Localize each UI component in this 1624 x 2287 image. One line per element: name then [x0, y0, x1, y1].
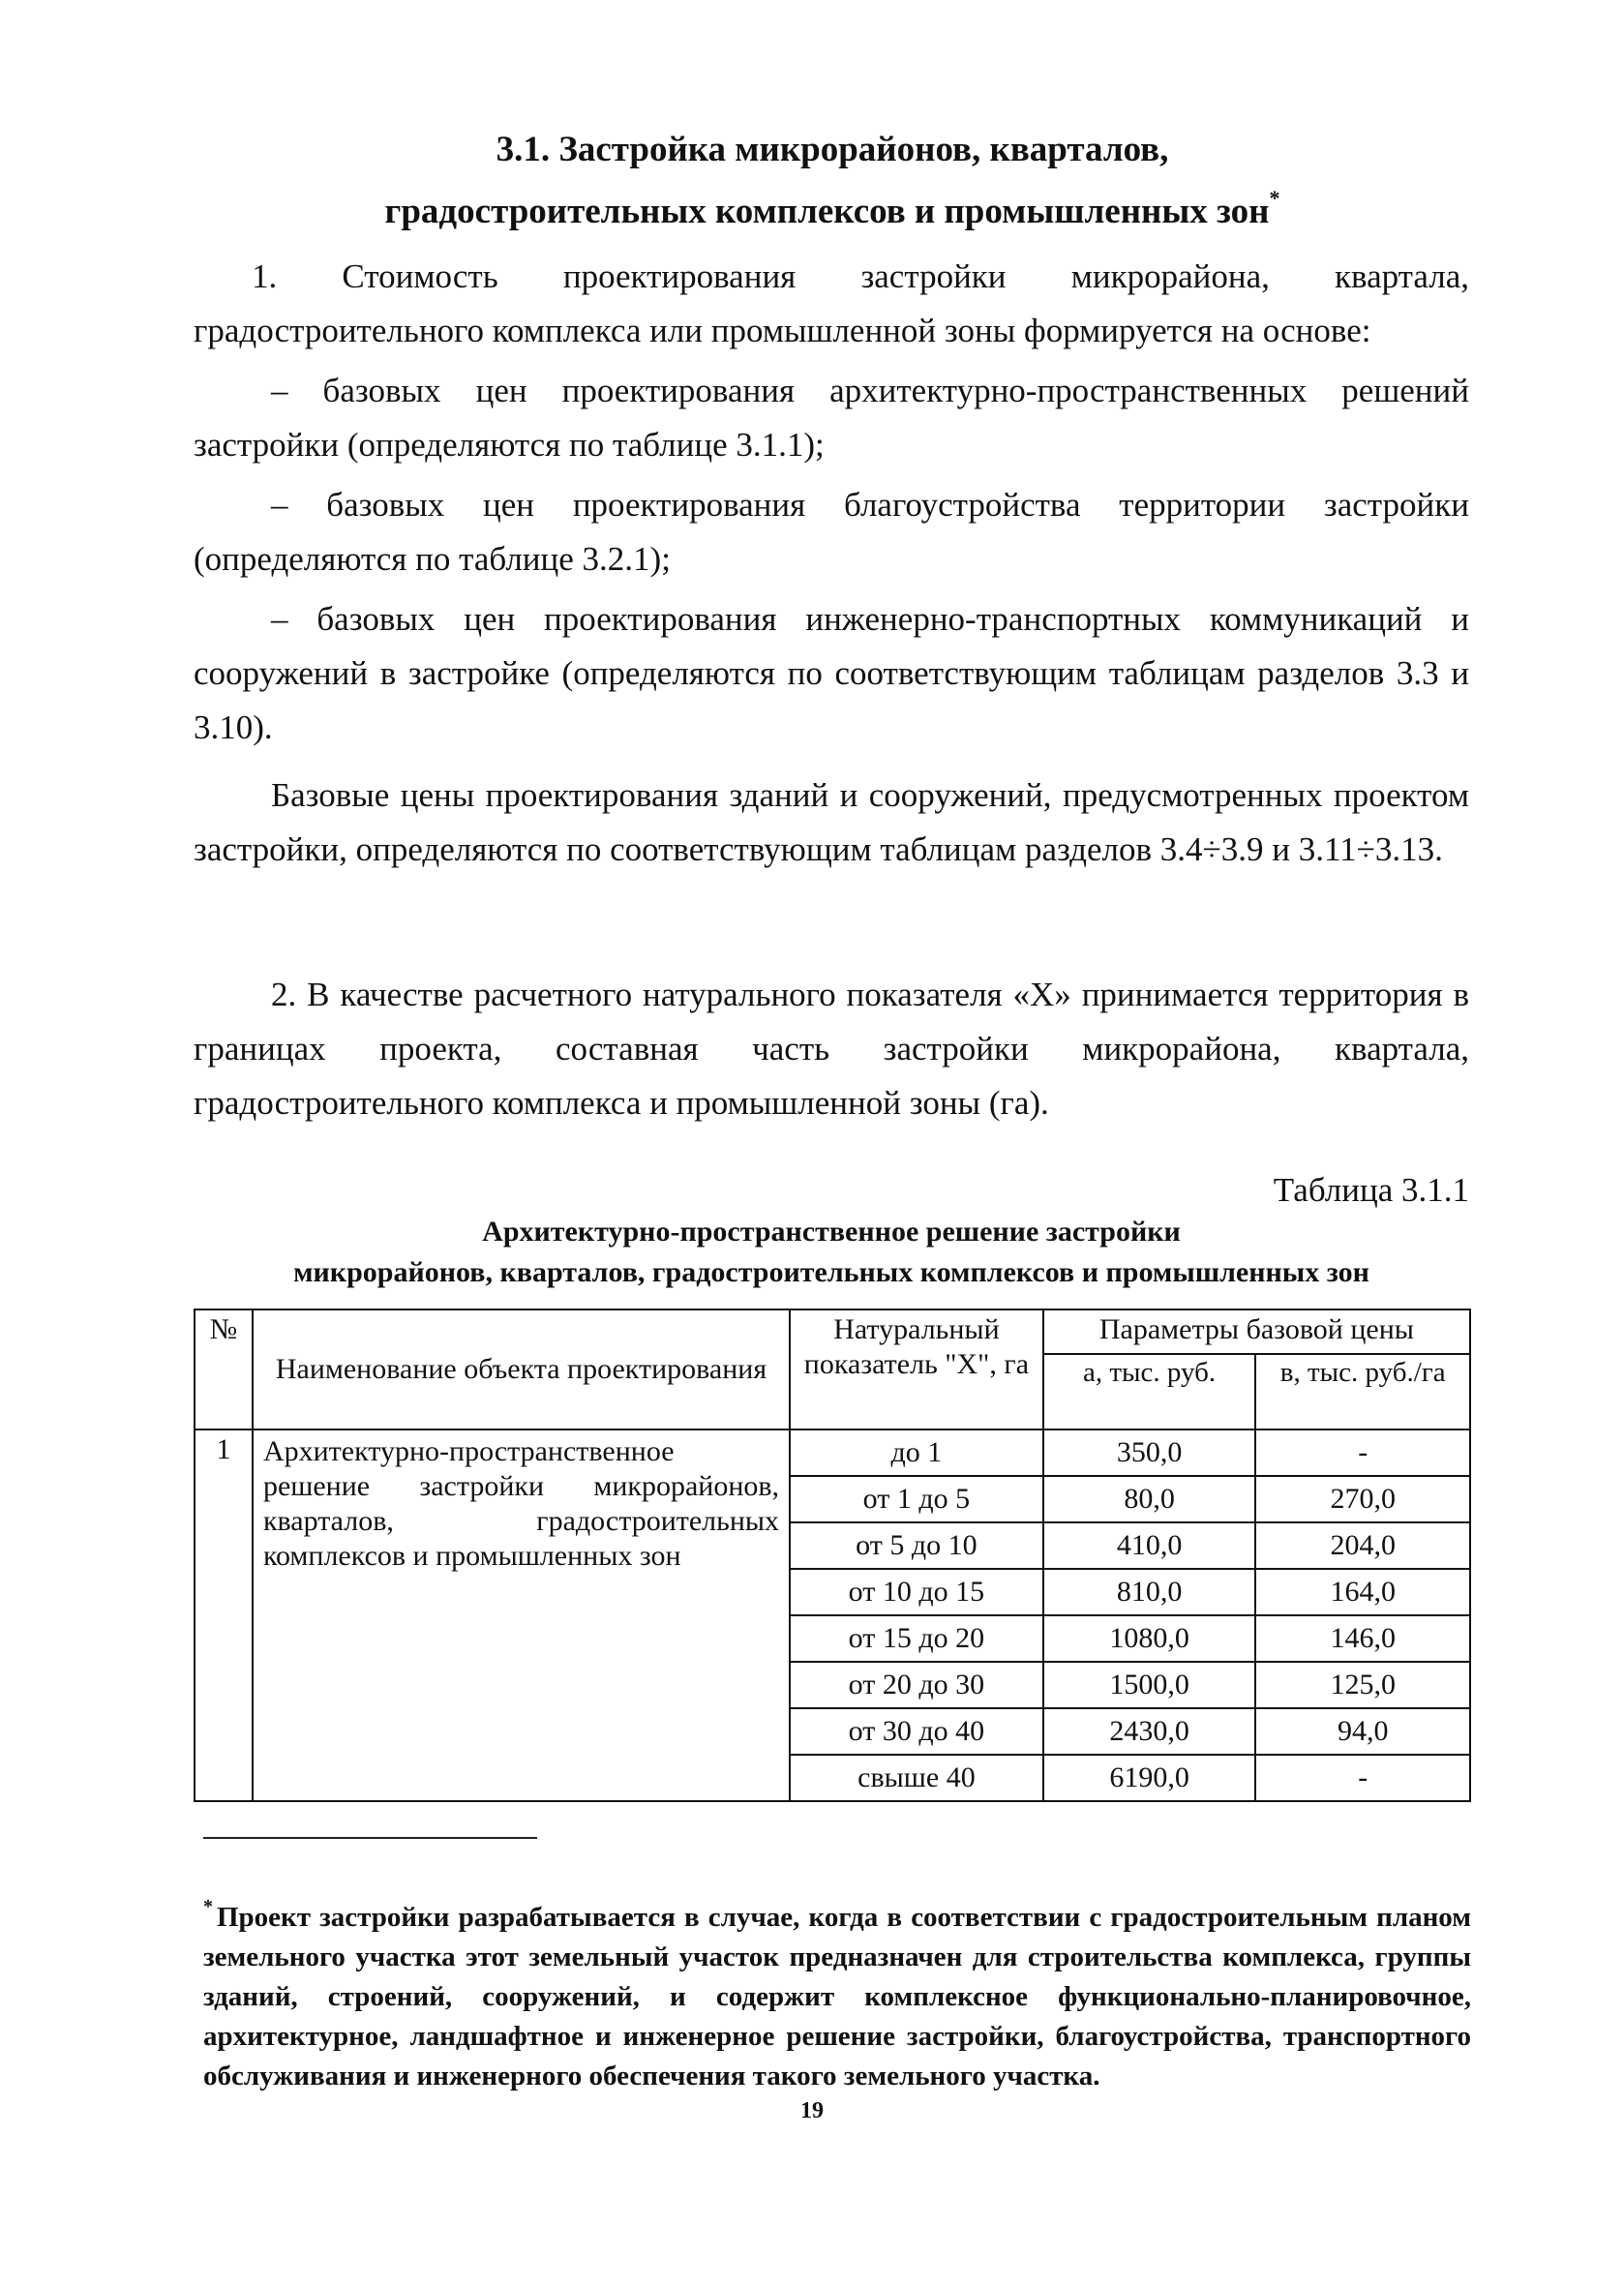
- price-table: [194, 1309, 1471, 1802]
- footnote: [203, 1887, 1471, 2096]
- cell-indicator: от 5 до 10: [790, 1522, 1043, 1569]
- list-item-2: – базовых цен проектирования благоустройства территории застройки (определяются по таблице 3.2.1);: [194, 486, 1469, 578]
- cell-indicator: до 1: [790, 1429, 1043, 1476]
- section-1-note: Базовые цены проектирования зданий и сооружений, предусмотренных проектом застройки, определяются по соответствующим таблицам разделов 3.4÷3.9 и 3.11÷3.13.: [194, 776, 1469, 868]
- section-1-intro: 1. Стоимость проектирования застройки микрорайона, квартала, градостроительного комплекса или промышленной зоны формируется на основе:: [194, 257, 1469, 349]
- cell-param-b: -: [1255, 1429, 1470, 1476]
- cell-indicator: от 20 до 30: [790, 1662, 1043, 1708]
- cell-param-b: 270,0: [1255, 1476, 1470, 1522]
- header-param-a: а, тыс. руб.: [1043, 1354, 1256, 1429]
- footnote-text: Проект застройки разрабатывается в случае, когда в соответствии с градостроительным планом земельного участка этот земельный участок предназначен для строительства комплекса, группы зданий, строений, сооружений, и содержит комплексное функционально-планировочное, архитектурное, ландшафтное и инженерное решение застройки, благоустройства, транспортного обслуживания и инженерного обеспечения такого земельного участка.: [203, 1902, 1471, 2091]
- cell-indicator: от 30 до 40: [790, 1708, 1043, 1755]
- cell-param-b: -: [1255, 1755, 1470, 1801]
- section-heading-line-2-text: градостроительных комплексов и промышленных зон: [384, 192, 1270, 231]
- list-item-3: – базовых цен проектирования инженерно-транспортных коммуникаций и сооружений в застройке (определяются по соответствующим таблицам разделов 3.3 и 3.10).: [194, 600, 1469, 746]
- table-reference: Таблица 3.1.1: [1273, 1171, 1469, 1209]
- cell-indicator: от 10 до 15: [790, 1569, 1043, 1615]
- table-row: [195, 1429, 1470, 1476]
- cell-param-b: 94,0: [1255, 1708, 1470, 1755]
- row-object-name: Архитектурно-пространственное решение застройки микрорайонов, кварталов, градостроительных комплексов и промышленных зон: [253, 1429, 790, 1801]
- cell-param-a: 2430,0: [1043, 1708, 1256, 1755]
- row-number: 1: [195, 1429, 253, 1801]
- cell-param-b: 146,0: [1255, 1615, 1470, 1662]
- header-param-b: в, тыс. руб./га: [1255, 1354, 1470, 1429]
- cell-param-a: 810,0: [1043, 1569, 1256, 1615]
- section-heading: [194, 126, 1471, 236]
- list-item-1: – базовых цен проектирования архитектурно-пространственных решений застройки (определяются по таблице 3.1.1);: [194, 372, 1469, 464]
- table-title-line-1: Архитектурно-пространственное решение застройки: [482, 1216, 1181, 1248]
- table-header-row: [195, 1309, 1470, 1354]
- footnote-separator: [203, 1837, 537, 1839]
- cell-param-b: 125,0: [1255, 1662, 1470, 1708]
- cell-param-a: 6190,0: [1043, 1755, 1256, 1801]
- section-2-text: 2. В качестве расчетного натурального показателя «Х» принимается территория в границах проекта, составная часть застройки микрорайона, квартала, градостроительного комплекса и промышленной зоны (га).: [194, 976, 1469, 1122]
- footnote-mark: *: [203, 1896, 213, 1917]
- cell-indicator: свыше 40: [790, 1755, 1043, 1801]
- section-heading-line-1: 3.1. Застройка микрорайонов, кварталов,: [496, 130, 1169, 169]
- cell-indicator: от 1 до 5: [790, 1476, 1043, 1522]
- cell-param-b: 204,0: [1255, 1522, 1470, 1569]
- header-indicator: Натуральный показатель "Х", га: [790, 1309, 1043, 1429]
- cell-param-a: 410,0: [1043, 1522, 1256, 1569]
- cell-indicator: от 15 до 20: [790, 1615, 1043, 1662]
- table-title: [194, 1212, 1469, 1293]
- cell-param-a: 80,0: [1043, 1476, 1256, 1522]
- section-1-text: [194, 250, 1469, 877]
- section-heading-line-2: [194, 174, 1471, 236]
- page-number: 19: [800, 2098, 824, 2123]
- cell-param-a: 1500,0: [1043, 1662, 1256, 1708]
- table-title-line-2: микрорайонов, кварталов, градостроительных комплексов и промышленных зон: [293, 1256, 1369, 1288]
- header-name: Наименование объекта проектирования: [253, 1309, 790, 1429]
- footnote-reference-mark: *: [1269, 186, 1280, 210]
- header-params: Параметры базовой цены: [1043, 1309, 1470, 1354]
- header-num: №: [195, 1309, 253, 1429]
- cell-param-a: 1080,0: [1043, 1615, 1256, 1662]
- cell-param-b: 164,0: [1255, 1569, 1470, 1615]
- cell-param-a: 350,0: [1043, 1429, 1256, 1476]
